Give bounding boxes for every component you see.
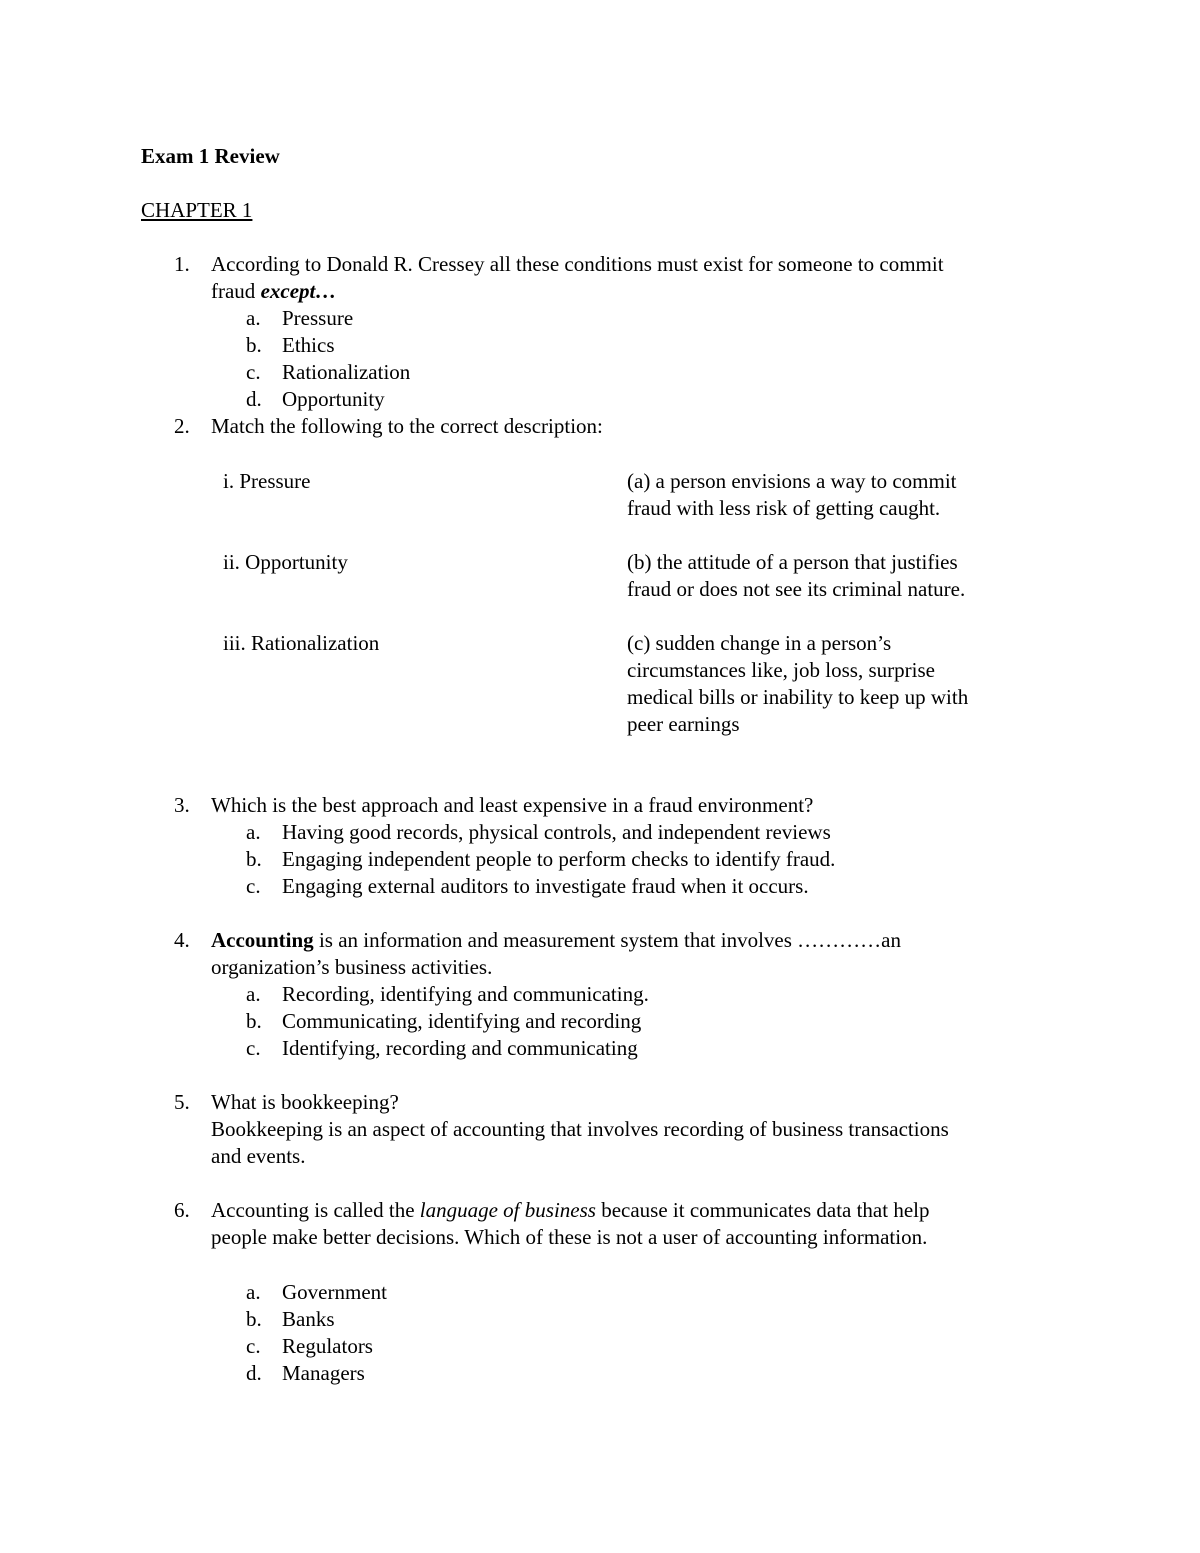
option-text: Engaging independent people to perform checks to identify fraud.: [282, 847, 836, 871]
question-text-fragment: Accounting is called the: [211, 1198, 420, 1222]
option-text: Communicating, identifying and recording: [282, 1009, 642, 1033]
option-letter: a.: [246, 820, 261, 844]
option-text: Identifying, recording and communicating: [282, 1036, 638, 1060]
match-description: fraud or does not see its criminal nature.: [627, 577, 966, 601]
emphasis-text: language of business: [419, 1198, 596, 1222]
option-letter: b.: [246, 1307, 262, 1331]
chapter-heading: CHAPTER 1: [141, 198, 253, 222]
match-item: i. Pressure: [223, 469, 311, 493]
option-text: Managers: [282, 1361, 365, 1385]
option-text: Recording, identifying and communicating.: [282, 982, 649, 1006]
page-title: Exam 1 Review: [141, 144, 280, 168]
option-text: Opportunity: [282, 387, 385, 411]
option-text: Government: [282, 1280, 387, 1304]
match-description: (a) a person envisions a way to commit: [627, 469, 957, 493]
option-text: Pressure: [282, 306, 354, 330]
question-text-fragment: is an information and measurement system that involves …………an: [313, 928, 901, 952]
answer-text-continued: and events.: [211, 1144, 306, 1168]
option-letter: c.: [246, 360, 261, 384]
option-letter: b.: [246, 847, 262, 871]
match-description: (b) the attitude of a person that justifies: [627, 550, 958, 574]
option-text: Ethics: [282, 333, 335, 357]
option-letter: c.: [246, 1036, 261, 1060]
bold-term: Accounting: [211, 928, 314, 952]
question-number: 2.: [174, 414, 190, 438]
match-description: (c) sudden change in a person’s: [627, 631, 892, 655]
option-text: Regulators: [282, 1334, 373, 1358]
answer-text: Bookkeeping is an aspect of accounting that involves recording of business transactions: [211, 1117, 949, 1141]
question-text: What is bookkeeping?: [211, 1090, 399, 1114]
option-letter: b.: [246, 1009, 262, 1033]
question-text: Which is the best approach and least expensive in a fraud environment?: [211, 793, 814, 817]
option-letter: d.: [246, 1361, 262, 1385]
option-letter: a.: [246, 982, 261, 1006]
option-letter: b.: [246, 333, 262, 357]
question-text: [211, 1197, 930, 1224]
question-text: Match the following to the correct description:: [211, 414, 603, 438]
question-number: 4.: [174, 928, 190, 952]
question-number: 1.: [174, 252, 190, 276]
question-text-fragment: because it communicates data that help: [595, 1198, 930, 1222]
question-text-continued: [211, 278, 336, 305]
question-text-continued: people make better decisions. Which of these is not a user of accounting information.: [211, 1225, 928, 1249]
option-letter: d.: [246, 387, 262, 411]
match-description: medical bills or inability to keep up with: [627, 685, 969, 709]
emphasis-text: except…: [260, 279, 337, 303]
match-description: fraud with less risk of getting caught.: [627, 496, 941, 520]
question-text-fragment: fraud: [211, 279, 261, 303]
question-text: According to Donald R. Cressey all these conditions must exist for someone to commit: [211, 252, 944, 276]
option-letter: a.: [246, 1280, 261, 1304]
option-text: Having good records, physical controls, and independent reviews: [282, 820, 831, 844]
option-text: Rationalization: [282, 360, 411, 384]
option-letter: a.: [246, 306, 261, 330]
option-letter: c.: [246, 1334, 261, 1358]
match-description: circumstances like, job loss, surprise: [627, 658, 935, 682]
question-number: 5.: [174, 1090, 190, 1114]
option-text: Banks: [282, 1307, 335, 1331]
question-text-continued: organization’s business activities.: [211, 955, 493, 979]
question-number: 3.: [174, 793, 190, 817]
option-letter: c.: [246, 874, 261, 898]
question-number: 6.: [174, 1198, 190, 1222]
match-item: ii. Opportunity: [223, 550, 348, 574]
match-description: peer earnings: [627, 712, 740, 736]
option-text: Engaging external auditors to investigate fraud when it occurs.: [282, 874, 809, 898]
match-item: iii. Rationalization: [223, 631, 380, 655]
question-text: [211, 927, 901, 954]
